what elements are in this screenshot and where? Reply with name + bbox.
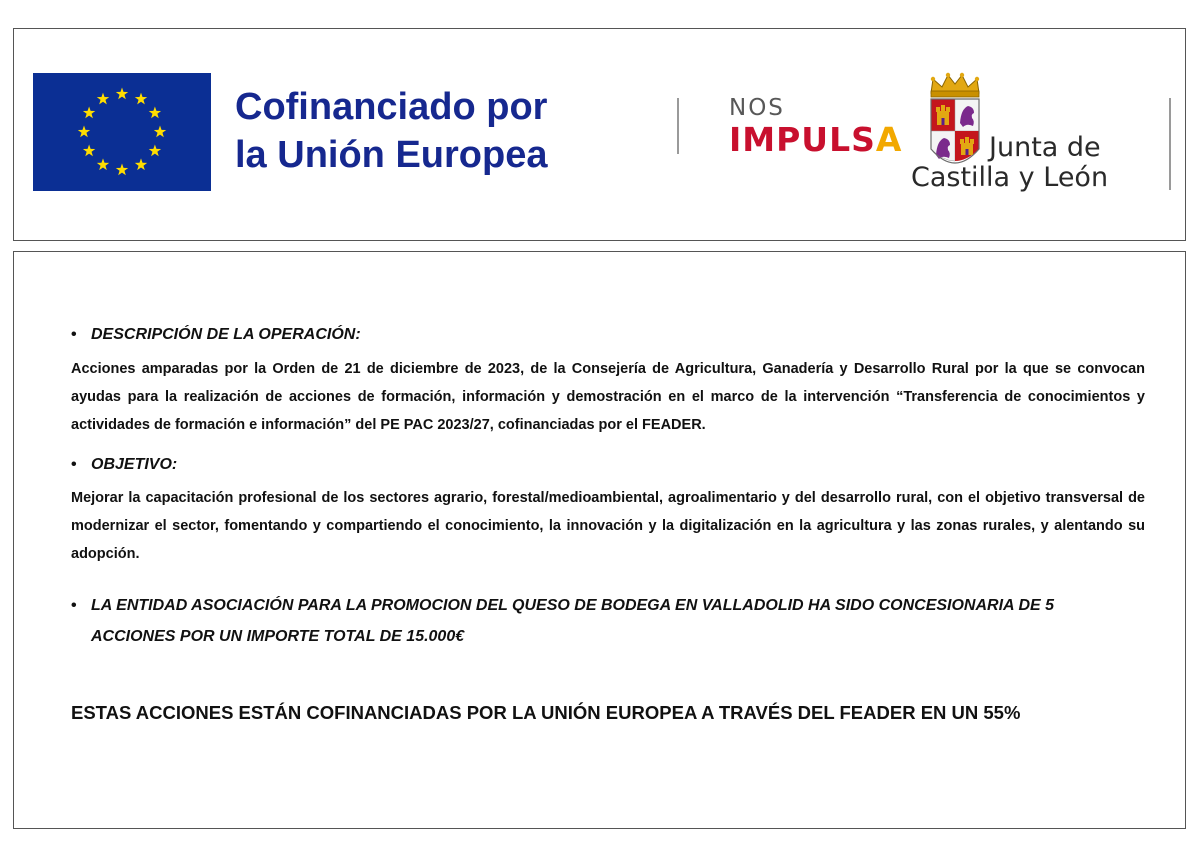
- eu-star-icon: [97, 158, 109, 170]
- eu-flag-icon: [33, 73, 211, 191]
- eu-star-icon: [78, 126, 90, 138]
- eu-star-icon: [83, 145, 95, 157]
- eu-title-line-2: la Unión Europea: [235, 134, 548, 176]
- impulsa-last-letter: A: [875, 120, 903, 159]
- eu-star-icon: [154, 126, 166, 138]
- objective-heading: [71, 455, 177, 475]
- objective-heading-text: OBJETIVO:: [91, 456, 178, 473]
- operation-info-box: [13, 251, 1186, 829]
- junta-castilla-leon-logo-text: [911, 133, 1108, 193]
- logo-divider: [677, 98, 679, 154]
- entity-concession-text: LA ENTIDAD ASOCIACIÓN PARA LA PROMOCION DEL QUESO DE BODEGA EN VALLADOLID HA SIDO CONCESIONARIA DE 5 ACCIONES POR UN IMPORTE TOTAL DE 15.000€: [91, 597, 1055, 645]
- eu-title-line-1: Cofinanciado por: [235, 86, 548, 128]
- eu-star-icon: [135, 93, 147, 105]
- eu-star-icon: [149, 107, 161, 119]
- eu-star-icon: [97, 93, 109, 105]
- junta-line-2: Castilla y León: [911, 162, 1109, 193]
- eu-star-icon: [116, 88, 128, 100]
- logo-divider: [1169, 98, 1171, 190]
- bullet: •: [71, 597, 77, 614]
- description-text: Acciones amparadas por la Orden de 21 de diciembre de 2023, de la Consejería de Agricultura, Ganadería y Desarrollo Rural por la que se convocan ayudas para la realización de acciones de formación, información y demostración en el marco de la intervención “Transferencia de conocimientos y actividades de formación e información” del PE PAC 2023/27, cofinanciadas por el FEADER.: [71, 361, 1145, 433]
- eu-cofinancing-title: [235, 83, 547, 179]
- junta-line-1: Junta de: [989, 132, 1101, 163]
- description-heading: [71, 325, 361, 345]
- description-heading-text: DESCRIPCIÓN DE LA OPERACIÓN:: [91, 326, 361, 343]
- bullet: •: [71, 456, 77, 473]
- entity-concession-heading: [71, 590, 1071, 652]
- nos-impulsa-logo: [729, 95, 902, 159]
- eu-star-icon: [149, 145, 161, 157]
- eu-flag-stars: [33, 73, 211, 191]
- cofinancing-statement: ESTAS ACCIONES ESTÁN COFINANCIADAS POR LA UNIÓN EUROPEA A TRAVÉS DEL FEADER EN UN 55%: [71, 702, 1021, 723]
- nos-impulsa-line-1: NOS: [729, 95, 785, 121]
- bullet: •: [71, 326, 77, 343]
- eu-star-icon: [83, 107, 95, 119]
- impulsa-word: IMPULS: [729, 120, 876, 159]
- eu-star-icon: [135, 158, 147, 170]
- nos-impulsa-line-2: [729, 121, 902, 159]
- objective-text: Mejorar la capacitación profesional de los sectores agrario, forestal/medioambiental, agroalimentario y del desarrollo rural, con el objetivo transversal de modernizar el sector, fomentando y compartiendo el conocimiento, la innovación y la digitalización en la agricultura y las zonas rurales, y alentando su adopción.: [71, 490, 1145, 562]
- funding-header: [13, 28, 1186, 241]
- eu-star-icon: [116, 164, 128, 176]
